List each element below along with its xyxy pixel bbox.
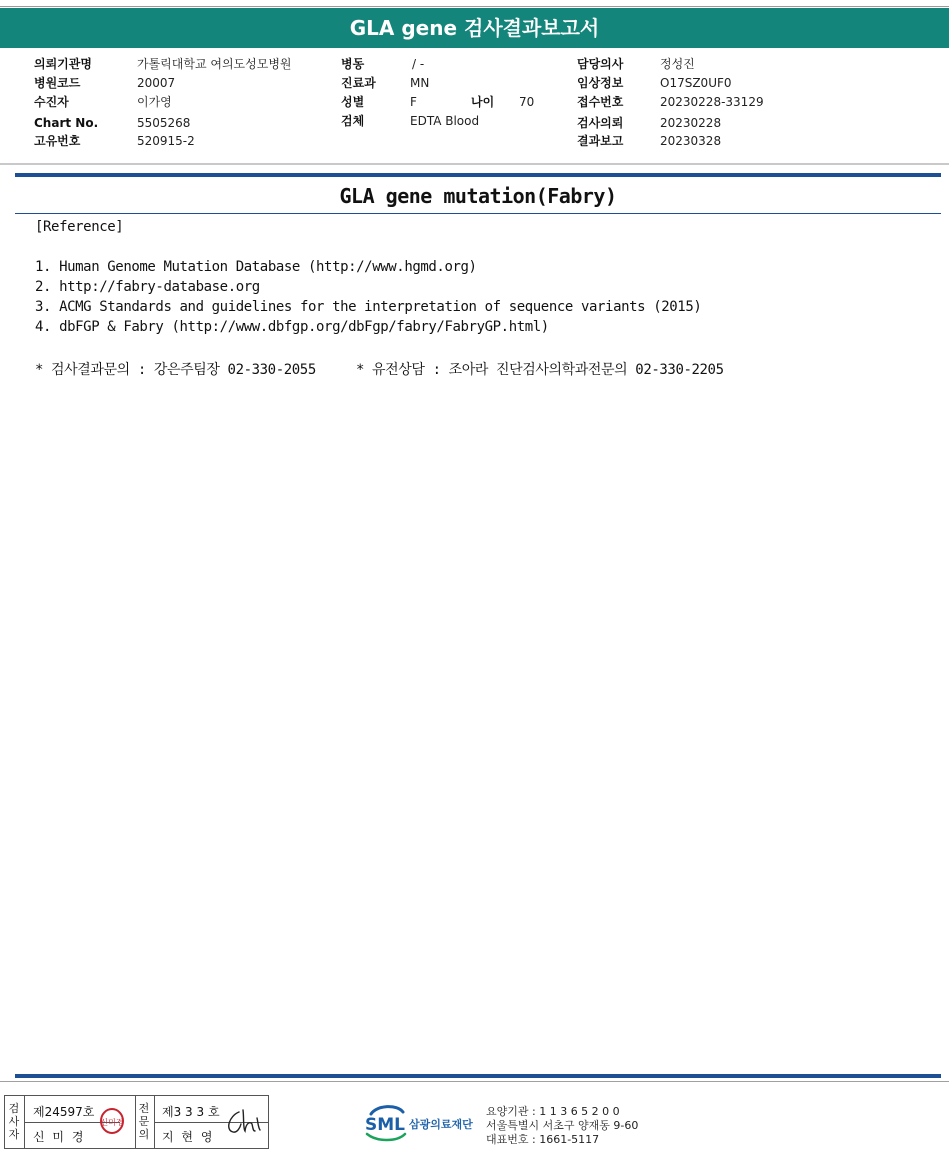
tester-seal-icon: [99, 1107, 125, 1135]
info-col-1: [34, 55, 334, 155]
id-no-label: 고유번호: [34, 134, 81, 148]
svg-text:신미경: 신미경: [100, 1118, 124, 1127]
reference-item: 3. ACMG Standards and guidelines for the interpretation of sequence variants (2015): [35, 299, 702, 315]
chart-no-value: 5505268: [137, 116, 191, 130]
address: 서울특별시 서초구 양재동 9-60: [486, 1119, 639, 1132]
report-title-rule: [15, 213, 941, 214]
institution-value: 가톨릭대학교 여의도성모병원: [137, 57, 292, 71]
header-divider: [0, 163, 949, 165]
svg-text:삼광의료재단: 삼광의료재단: [409, 1118, 473, 1131]
confirmer-label: 전문의: [138, 1102, 150, 1141]
report-date-value: 20230328: [660, 134, 722, 148]
department-label: 진료과: [341, 76, 376, 90]
physician-label: 담당의사: [577, 57, 624, 71]
id-no-value: 520915-2: [137, 134, 195, 148]
report-top-rule: [15, 173, 941, 177]
ward-label: 병동: [341, 57, 365, 71]
report-header-title: GLA gene 검사결과보고서: [0, 8, 949, 48]
specimen-label: 검체: [341, 114, 365, 128]
confirmer-name: 지 현 영: [162, 1130, 215, 1144]
receipt-no-value: 20230228-33129: [660, 95, 764, 109]
tester-label: 검사자: [8, 1102, 20, 1141]
age-label: 나이: [471, 95, 495, 109]
ward-value: / -: [412, 57, 425, 71]
report-title: GLA gene mutation(Fabry): [339, 184, 617, 208]
reference-item: 2. http://fabry-database.org: [35, 279, 260, 295]
reference-item: 4. dbFGP & Fabry (http://www.dbfgp.org/dbFgp/fabry/FabryGP.html): [35, 319, 549, 335]
care-number: 요양기관 : 1 1 3 6 5 2 0 0: [486, 1105, 620, 1118]
tester-name: 신 미 경: [33, 1130, 86, 1144]
patient-value: 이가영: [137, 95, 172, 109]
sex-label: 성별: [341, 95, 365, 109]
clinical-info-label: 임상정보: [577, 76, 624, 90]
info-col-3: [577, 55, 797, 155]
reference-heading: [Reference]: [35, 219, 124, 235]
info-col-2: [341, 55, 561, 155]
signature-icon: [223, 1106, 265, 1140]
report-date-label: 결과보고: [577, 134, 624, 148]
request-date-value: 20230228: [660, 116, 722, 130]
clinical-info-value: O17SZ0UF0: [660, 76, 732, 90]
request-date-label: 검사의뢰: [577, 116, 624, 130]
reference-item: 1. Human Genome Mutation Database (http://www.hgmd.org): [35, 259, 477, 275]
receipt-no-label: 접수번호: [577, 95, 624, 109]
hospital-code-value: 20007: [137, 76, 176, 90]
specimen-value: EDTA Blood: [410, 114, 480, 128]
confirmer-number: 제3 3 3 호: [162, 1105, 220, 1119]
top-rule: [0, 6, 949, 7]
patient-label: 수진자: [34, 95, 69, 109]
footer-divider: [0, 1081, 949, 1082]
svg-text:SML: SML: [365, 1115, 405, 1135]
department-value: MN: [410, 76, 430, 90]
footer-top-rule: [15, 1074, 941, 1078]
signature-box: [4, 1095, 269, 1149]
age-value: 70: [519, 95, 535, 109]
sml-logo-icon: [363, 1100, 483, 1144]
chart-no-label: Chart No.: [34, 116, 99, 130]
physician-value: 정성진: [660, 57, 695, 71]
hospital-code-label: 병원코드: [34, 76, 81, 90]
phone: 대표번호 : 1661-5117: [486, 1133, 600, 1146]
tester-number: 제24597호: [33, 1105, 95, 1119]
contact-line: * 검사결과문의 : 강은주팀장 02-330-2055 * 유전상담 : 조아라 진단검사의학과전문의 02-330-2205: [35, 362, 724, 378]
sex-value: F: [410, 95, 417, 109]
institution-label: 의뢰기관명: [34, 57, 92, 71]
